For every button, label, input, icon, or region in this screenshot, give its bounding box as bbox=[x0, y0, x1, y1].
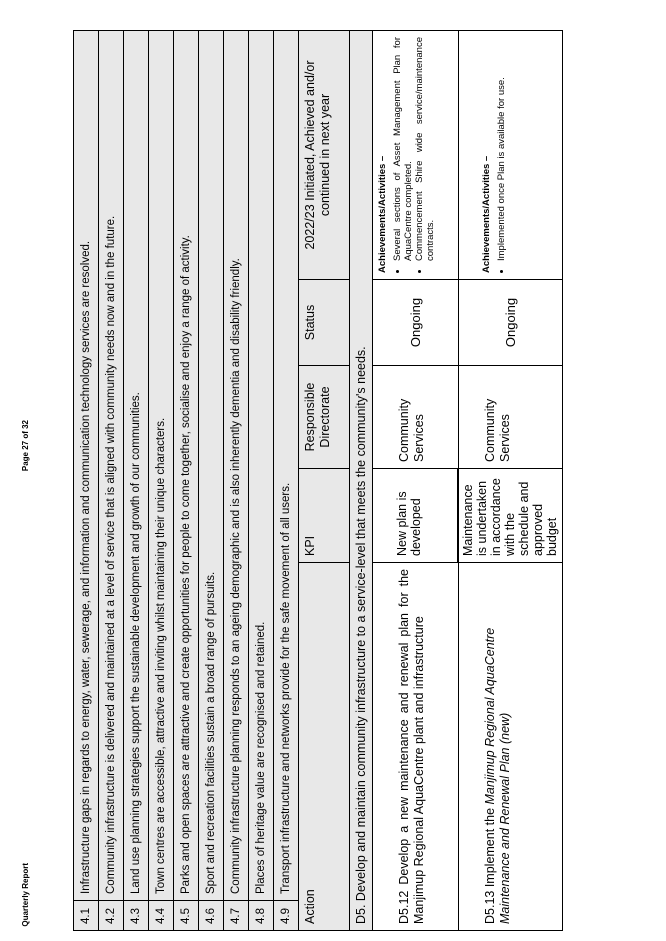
outcomes-table bbox=[73, 30, 299, 931]
outcome-row bbox=[74, 31, 99, 931]
outcome-number: 4.8 bbox=[249, 901, 274, 931]
achievement-item: • Commencement Shire wide service/maintenance contracts. bbox=[414, 37, 436, 261]
outcome-text: Land use planning strategies support the sustainable development and growth of our communities. bbox=[124, 31, 149, 901]
outcome-row bbox=[149, 31, 174, 931]
outcome-number: 4.5 bbox=[174, 901, 199, 931]
header-action: Action bbox=[299, 563, 350, 931]
outcome-text: Community infrastructure is delivered and maintained at a level of service that is aligned with community needs now and in the future. bbox=[99, 31, 124, 901]
page-number: Page 27 of 32 bbox=[21, 420, 30, 472]
outcome-row bbox=[224, 31, 249, 931]
status-text: Ongoing bbox=[459, 280, 563, 366]
outcome-number: 4.4 bbox=[149, 901, 174, 931]
outcome-number: 4.2 bbox=[99, 901, 124, 931]
achievements-list bbox=[496, 37, 507, 273]
header-responsible: Responsible Directorate bbox=[299, 366, 350, 469]
achievements-cell bbox=[373, 31, 459, 280]
outcome-text: Town centres are accessible, attractive and inviting whilst maintaining their unique characters. bbox=[149, 31, 174, 901]
report-label: Quarterly Report bbox=[21, 863, 30, 927]
outcome-number: 4.7 bbox=[224, 901, 249, 931]
outcome-row bbox=[249, 31, 274, 931]
achievements-title: Achievements/Activities – bbox=[377, 155, 388, 273]
kpi-cell bbox=[373, 469, 459, 563]
header-row bbox=[299, 31, 350, 931]
outcome-row bbox=[199, 31, 224, 931]
header-kpi: KPI bbox=[299, 469, 350, 563]
rotated-page-content bbox=[73, 31, 593, 931]
achievements-list bbox=[392, 37, 436, 273]
action-row bbox=[459, 31, 563, 931]
outcome-text: Transport infrastructure and networks provide for the safe movement of all users. bbox=[274, 31, 299, 901]
status-text: Ongoing bbox=[373, 280, 459, 366]
outcome-row bbox=[124, 31, 149, 931]
responsible-text: Community Services bbox=[459, 366, 563, 469]
achievement-item: • Implemented once Plan is available for use. bbox=[496, 37, 507, 261]
outcome-text: Places of heritage value are recognised and retained. bbox=[249, 31, 274, 901]
action-prefix: D5.13 Implement the bbox=[483, 804, 497, 924]
section-title: D5. Develop and maintain community infrastructure to a service-level that meets the community's needs. bbox=[350, 31, 373, 931]
achievements-cell bbox=[459, 31, 563, 280]
outcome-text: Sport and recreation facilities sustain a broad range of pursuits. bbox=[199, 31, 224, 901]
outcome-number: 4.9 bbox=[274, 901, 299, 931]
kpi-item: New plan is developed bbox=[373, 469, 458, 562]
header-achieved: 2022/23 Initiated, Achieved and/or continued in next year bbox=[299, 31, 350, 280]
kpi-item: Maintenance is undertaken in accordance with the schedule and approved budget bbox=[459, 469, 563, 563]
outcome-number: 4.6 bbox=[199, 901, 224, 931]
outcome-row bbox=[274, 31, 299, 931]
actions-table bbox=[298, 30, 563, 931]
action-row bbox=[373, 31, 459, 931]
outcome-text: Community infrastructure planning responds to an ageing demographic and is also inherently dementia and disability friendly. bbox=[224, 31, 249, 901]
action-text bbox=[459, 563, 563, 931]
action-text: D5.12 Develop a new maintenance and renewal plan for the Manjimup Regional AquaCentre plant and infrastructure bbox=[373, 563, 459, 931]
outcome-row bbox=[99, 31, 124, 931]
action-plan-name: Manjimup Regional AquaCentre Maintenance and Renewal Plan (new) bbox=[483, 627, 512, 924]
outcome-row bbox=[174, 31, 199, 931]
achievements-title: Achievements/Activities – bbox=[481, 155, 492, 273]
outcome-text: Infrastructure gaps in regards to energy, water, sewerage, and information and communication technology services are resolved. bbox=[74, 31, 99, 901]
outcome-number: 4.1 bbox=[74, 901, 99, 931]
outcome-text: Parks and open spaces are attractive and create opportunities for people to come together, socialise and enjoy a range of activity. bbox=[174, 31, 199, 901]
section-row bbox=[350, 31, 373, 931]
responsible-text: Community Services bbox=[373, 366, 459, 469]
achievement-item: • Several sections of Asset Management Plan for AquaCentre completed. bbox=[392, 37, 414, 261]
header-status: Status bbox=[299, 280, 350, 366]
outcome-number: 4.3 bbox=[124, 901, 149, 931]
